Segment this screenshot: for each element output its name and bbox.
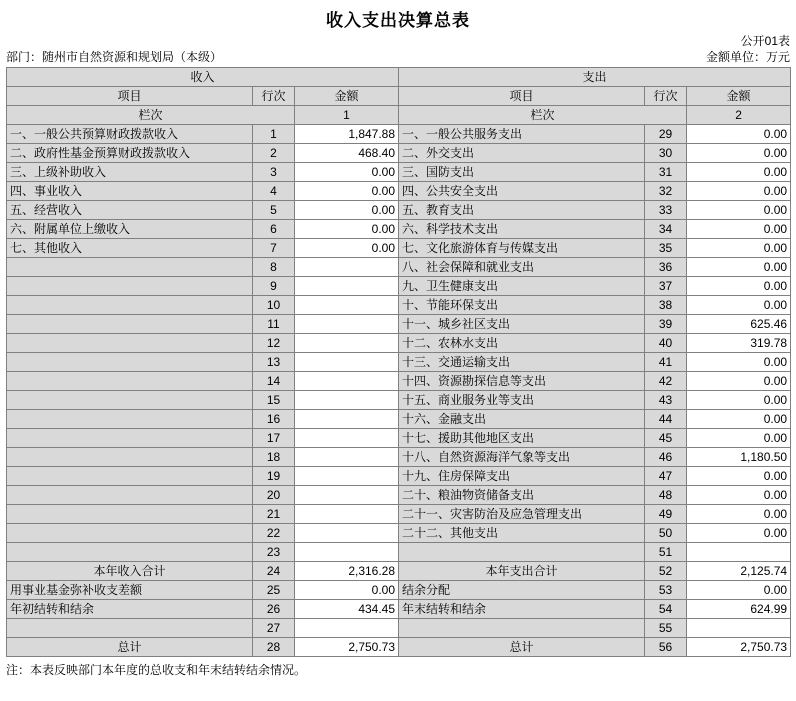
income-line-cell: 14 [253,372,295,391]
income-line-cell: 21 [253,505,295,524]
expense-amount-cell: 0.00 [687,163,791,182]
expense-line-cell: 37 [645,277,687,296]
expense-column-label: 栏次 [399,106,687,125]
income-amount-cell: 0.00 [295,163,399,182]
income-item-cell [7,505,253,524]
expense-amount-cell: 0.00 [687,220,791,239]
income-item-cell: 七、其他收入 [7,239,253,258]
income-line-cell: 12 [253,334,295,353]
expense-amount-cell: 0.00 [687,239,791,258]
budget-table [6,67,791,657]
expense-item-cell: 五、教育支出 [399,201,645,220]
table-row [7,163,791,182]
expense-amount-cell: 0.00 [687,258,791,277]
income-item-cell: 用事业基金弥补收支差额 [7,581,253,600]
table-head [7,68,791,125]
expense-line-cell: 30 [645,144,687,163]
expense-line-cell: 39 [645,315,687,334]
income-amount-cell: 0.00 [295,182,399,201]
expense-amount-cell: 0.00 [687,410,791,429]
income-item-cell [7,410,253,429]
expense-amount-cell: 0.00 [687,296,791,315]
income-line-cell: 7 [253,239,295,258]
income-amount-cell [295,524,399,543]
expense-amount-cell: 0.00 [687,144,791,163]
income-line-cell: 3 [253,163,295,182]
income-line-cell: 26 [253,600,295,619]
table-body [7,125,791,657]
income-amount-cell [295,619,399,638]
expense-item-cell: 十六、金融支出 [399,410,645,429]
income-amount-cell [295,258,399,277]
table-row [7,372,791,391]
income-line-cell: 4 [253,182,295,201]
table-row [7,296,791,315]
income-amount-cell [295,334,399,353]
income-amount-cell: 2,750.73 [295,638,399,657]
income-item-cell: 五、经营收入 [7,201,253,220]
expense-amount-cell: 0.00 [687,581,791,600]
income-amount-cell [295,505,399,524]
expense-item-cell: 三、国防支出 [399,163,645,182]
income-item-cell [7,391,253,410]
expense-line-cell: 35 [645,239,687,258]
page-title: 收入支出决算总表 [326,11,470,30]
expense-line-cell: 43 [645,391,687,410]
table-row [7,277,791,296]
expense-line-cell: 56 [645,638,687,657]
income-line-cell: 18 [253,448,295,467]
income-item-cell [7,258,253,277]
table-row [7,315,791,334]
income-line-cell: 22 [253,524,295,543]
expense-item-cell: 十五、商业服务业等支出 [399,391,645,410]
income-line-cell: 11 [253,315,295,334]
expense-item-cell: 一、一般公共服务支出 [399,125,645,144]
expense-amount-cell: 0.00 [687,486,791,505]
table-row [7,410,791,429]
income-amount-cell: 0.00 [295,581,399,600]
income-item-header: 项目 [7,87,253,106]
expense-item-cell: 八、社会保障和就业支出 [399,258,645,277]
income-line-header: 行次 [253,87,295,106]
expense-line-cell: 46 [645,448,687,467]
table-row [7,182,791,201]
expense-group-header: 支出 [399,68,791,87]
expense-line-cell: 54 [645,600,687,619]
expense-line-cell: 33 [645,201,687,220]
income-amount-cell: 1,847.88 [295,125,399,144]
expense-item-header: 项目 [399,87,645,106]
income-column-label: 栏次 [7,106,295,125]
income-item-cell [7,524,253,543]
table-row [7,391,791,410]
table-row [7,125,791,144]
expense-amount-cell: 0.00 [687,467,791,486]
income-line-cell: 10 [253,296,295,315]
income-amount-cell: 0.00 [295,220,399,239]
income-line-cell: 6 [253,220,295,239]
expense-line-header: 行次 [645,87,687,106]
expense-item-cell: 十九、住房保障支出 [399,467,645,486]
expense-amount-cell: 0.00 [687,429,791,448]
table-row [7,201,791,220]
table-row [7,638,791,657]
expense-line-cell: 55 [645,619,687,638]
income-amount-cell: 468.40 [295,144,399,163]
expense-line-cell: 40 [645,334,687,353]
expense-column-no: 2 [687,106,791,125]
table-row [7,258,791,277]
expense-item-cell: 十四、资源勘探信息等支出 [399,372,645,391]
table-row [7,429,791,448]
income-item-cell: 年初结转和结余 [7,600,253,619]
expense-item-cell [399,543,645,562]
income-line-cell: 1 [253,125,295,144]
expense-amount-cell: 0.00 [687,182,791,201]
income-amount-cell: 0.00 [295,239,399,258]
income-amount-cell [295,486,399,505]
income-line-cell: 9 [253,277,295,296]
table-row [7,600,791,619]
income-item-cell [7,353,253,372]
income-amount-cell [295,410,399,429]
income-amount-cell [295,277,399,296]
table-row [7,220,791,239]
table-row [7,581,791,600]
expense-amount-cell: 0.00 [687,353,791,372]
expense-amount-cell [687,543,791,562]
expense-item-cell: 本年支出合计 [399,562,645,581]
income-line-cell: 23 [253,543,295,562]
table-row [7,239,791,258]
income-item-cell [7,619,253,638]
income-item-cell: 四、事业收入 [7,182,253,201]
expense-line-cell: 44 [645,410,687,429]
expense-amount-cell: 0.00 [687,505,791,524]
expense-item-cell: 二十、粮油物资储备支出 [399,486,645,505]
expense-amount-cell: 0.00 [687,201,791,220]
income-column-no: 1 [295,106,399,125]
table-row [7,562,791,581]
expense-item-cell: 九、卫生健康支出 [399,277,645,296]
income-amount-cell: 434.45 [295,600,399,619]
expense-amount-cell: 0.00 [687,391,791,410]
income-amount-cell [295,467,399,486]
table-row [7,334,791,353]
department-label: 部门：随州市自然资源和规划局（本级） [6,50,223,64]
income-amount-cell [295,296,399,315]
income-amount-cell: 2,316.28 [295,562,399,581]
income-item-cell [7,486,253,505]
meta-row [6,49,790,65]
table-row [7,543,791,562]
column-number-row [7,106,791,125]
income-line-cell: 5 [253,201,295,220]
expense-line-cell: 38 [645,296,687,315]
income-amount-cell [295,372,399,391]
income-line-cell: 13 [253,353,295,372]
income-amount-cell: 0.00 [295,201,399,220]
income-item-cell: 总计 [7,638,253,657]
income-item-cell [7,277,253,296]
expense-line-cell: 34 [645,220,687,239]
income-line-cell: 28 [253,638,295,657]
expense-item-cell: 结余分配 [399,581,645,600]
expense-item-cell: 二十二、其他支出 [399,524,645,543]
amount-unit-label: 金额单位：万元 [705,50,790,64]
income-amount-cell [295,543,399,562]
expense-item-cell: 十、节能环保支出 [399,296,645,315]
income-item-cell: 本年收入合计 [7,562,253,581]
income-item-cell [7,467,253,486]
table-row [7,448,791,467]
expense-item-cell: 十八、自然资源海洋气象等支出 [399,448,645,467]
expense-amount-cell: 0.00 [687,277,791,296]
income-line-cell: 15 [253,391,295,410]
income-amount-cell [295,448,399,467]
expense-line-cell: 32 [645,182,687,201]
expense-line-cell: 42 [645,372,687,391]
expense-amount-cell: 0.00 [687,524,791,543]
column-header-row [7,87,791,106]
expense-line-cell: 51 [645,543,687,562]
expense-item-cell: 十七、援助其他地区支出 [399,429,645,448]
income-item-cell [7,429,253,448]
table-row [7,505,791,524]
expense-item-cell: 十二、农林水支出 [399,334,645,353]
expense-line-cell: 31 [645,163,687,182]
expense-amount-cell: 0.00 [687,125,791,144]
group-header-row [7,68,791,87]
expense-item-cell: 七、文化旅游体育与传媒支出 [399,239,645,258]
income-item-cell: 三、上级补助收入 [7,163,253,182]
expense-item-cell: 二十一、灾害防治及应急管理支出 [399,505,645,524]
income-line-cell: 27 [253,619,295,638]
expense-item-cell: 十一、城乡社区支出 [399,315,645,334]
expense-item-cell: 总计 [399,638,645,657]
income-line-cell: 24 [253,562,295,581]
income-line-cell: 20 [253,486,295,505]
expense-item-cell: 二、外交支出 [399,144,645,163]
income-amount-header: 金额 [295,87,399,106]
income-item-cell: 二、政府性基金预算财政拨款收入 [7,144,253,163]
expense-line-cell: 45 [645,429,687,448]
expense-amount-cell: 625.46 [687,315,791,334]
table-row [7,524,791,543]
expense-amount-cell: 2,750.73 [687,638,791,657]
expense-item-cell: 六、科学技术支出 [399,220,645,239]
expense-line-cell: 47 [645,467,687,486]
expense-item-cell: 年末结转和结余 [399,600,645,619]
expense-amount-cell [687,619,791,638]
income-item-cell [7,296,253,315]
income-amount-cell [295,353,399,372]
expense-line-cell: 50 [645,524,687,543]
expense-item-cell: 四、公共安全支出 [399,182,645,201]
expense-line-cell: 36 [645,258,687,277]
table-row [7,486,791,505]
income-item-cell [7,543,253,562]
expense-line-cell: 48 [645,486,687,505]
income-line-cell: 8 [253,258,295,277]
expense-amount-header: 金额 [687,87,791,106]
form-code: 公开01表 [740,34,790,48]
income-item-cell: 六、附属单位上缴收入 [7,220,253,239]
table-note: 注：本表反映部门本年度的总收支和年末结转结余情况。 [6,663,307,677]
expense-amount-cell: 2,125.74 [687,562,791,581]
income-item-cell: 一、一般公共预算财政拨款收入 [7,125,253,144]
income-line-cell: 17 [253,429,295,448]
expense-amount-cell: 319.78 [687,334,791,353]
table-row [7,619,791,638]
table-row [7,353,791,372]
expense-amount-cell: 0.00 [687,372,791,391]
income-line-cell: 19 [253,467,295,486]
expense-line-cell: 29 [645,125,687,144]
income-group-header: 收入 [7,68,399,87]
expense-line-cell: 53 [645,581,687,600]
expense-amount-cell: 624.99 [687,600,791,619]
income-item-cell [7,315,253,334]
income-item-cell [7,372,253,391]
income-item-cell [7,334,253,353]
income-line-cell: 25 [253,581,295,600]
income-amount-cell [295,429,399,448]
table-row [7,144,791,163]
expense-amount-cell: 1,180.50 [687,448,791,467]
income-amount-cell [295,315,399,334]
income-item-cell [7,448,253,467]
expense-item-cell: 十三、交通运输支出 [399,353,645,372]
expense-line-cell: 52 [645,562,687,581]
expense-line-cell: 49 [645,505,687,524]
income-line-cell: 2 [253,144,295,163]
expense-item-cell [399,619,645,638]
income-amount-cell [295,391,399,410]
expense-line-cell: 41 [645,353,687,372]
income-line-cell: 16 [253,410,295,429]
table-row [7,467,791,486]
